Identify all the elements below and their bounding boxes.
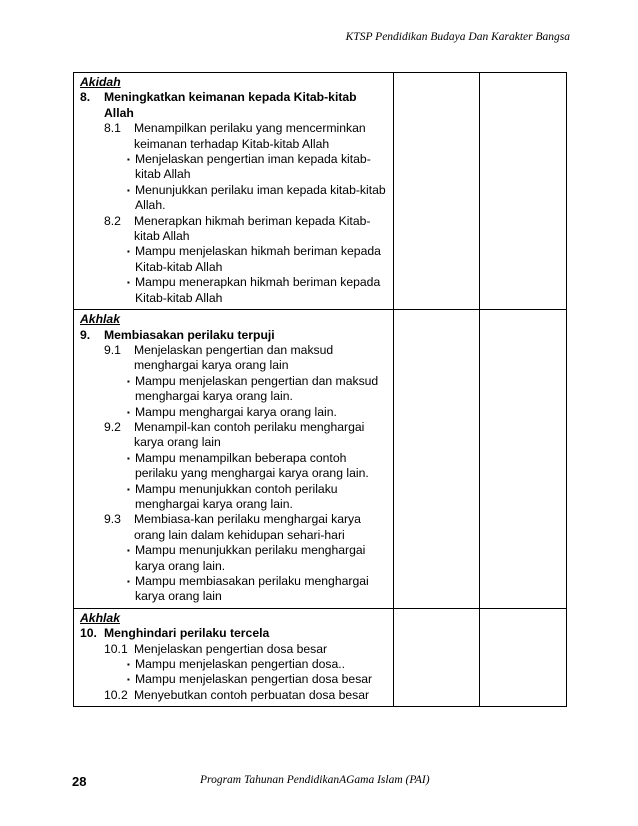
indicator-item (127, 244, 389, 275)
indicator-text: Mampu menghargai karya orang lain. (135, 404, 337, 419)
indicator-text: Mampu menerapkan hikmah beriman kepada Kitab-kitab Allah (135, 275, 381, 305)
basic-competency-item (104, 121, 389, 152)
square-bullet-icon: ▪ (127, 247, 130, 257)
competency-number: 9.2 (104, 419, 121, 434)
page-header: KTSP Pendidikan Budaya Dan Karakter Bangsa (345, 31, 570, 43)
standard-item (80, 90, 389, 121)
indicator-text: Mampu menunjukkan perilaku menghargai karya orang lain. (135, 543, 366, 573)
basic-competency-item (104, 343, 389, 374)
empty-cell (480, 73, 567, 310)
competency-text: Menjelaskan pengertian dosa besar (134, 641, 328, 656)
square-bullet-icon: ▪ (127, 376, 130, 386)
competency-cell (74, 608, 394, 706)
empty-cell (480, 608, 567, 706)
indicator-text: Menunjukkan perilaku iman kepada kitab-kitab Allah. (135, 182, 386, 213)
square-bullet-icon: ▪ (127, 155, 130, 165)
basic-competency-item (104, 688, 389, 703)
competency-text: Menerapkan hikmah beriman kepada Kitab-kitab Allah (134, 213, 371, 244)
indicator-text: Mampu menunjukkan contoh perilaku menghargai karya orang lain. (135, 481, 338, 511)
empty-cell (480, 310, 567, 609)
competency-number: 9.3 (104, 512, 121, 527)
standard-number: 9. (80, 327, 91, 342)
competency-number: 9.1 (104, 342, 121, 357)
competency-text: Menampil-kan contoh perilaku menghargai karya orang lain (134, 419, 365, 450)
square-bullet-icon: ▪ (127, 675, 130, 685)
competency-text: Menyebutkan contoh perbuatan dosa besar (134, 687, 370, 702)
standard-item (80, 328, 389, 343)
indicator-text: Mampu menjelaskan pengertian dosa.. (135, 657, 346, 672)
square-bullet-icon: ▪ (127, 484, 130, 494)
cell-content (74, 609, 393, 706)
competency-number: 8.2 (104, 213, 121, 228)
indicator-item (127, 183, 389, 214)
indicator-item (127, 657, 389, 672)
indicator-item (127, 482, 389, 513)
square-bullet-icon: ▪ (127, 577, 130, 586)
table-row (74, 73, 567, 310)
indicator-text: Mampu menjelaskan pengertian dosa besar (135, 672, 373, 687)
square-bullet-icon: ▪ (127, 453, 130, 463)
standard-number: 10. (80, 626, 97, 641)
standard-text: Membiasakan perilaku terpuji (104, 327, 275, 342)
cell-content (74, 310, 393, 608)
square-bullet-icon: ▪ (127, 546, 130, 556)
competency-number: 8.1 (104, 121, 121, 136)
indicator-text: Mampu menjelaskan pengertian dan maksud menghargai karya orang lain. (135, 373, 379, 404)
indicator-item (127, 152, 389, 183)
empty-cell (394, 73, 480, 310)
section-title: Akidah (80, 75, 121, 89)
syllabus-table-body (74, 73, 567, 707)
competency-text: Menjelaskan pengertian dan maksud menghargai karya orang lain (134, 342, 334, 373)
indicator-item (127, 574, 389, 605)
section-title: Akhlak (80, 610, 120, 625)
square-bullet-icon: ▪ (127, 185, 130, 195)
page-number: 28 (72, 774, 87, 789)
indicator-text: Mampu menjelaskan hikmah beriman kepada Kitab-kitab Allah (135, 244, 381, 274)
basic-competency-item (104, 642, 389, 657)
competency-text: Membiasa-kan perilaku menghargai karya orang lain dalam kehidupan sehari-hari (134, 512, 361, 542)
basic-competency-item (104, 420, 389, 451)
table-row (74, 608, 567, 706)
competency-cell (74, 73, 394, 310)
competency-text: Menampilkan perilaku yang mencerminkan keimanan terhadap Kitab-kitab Allah (134, 121, 366, 151)
standard-text: Meningkatkan keimanan kepada Kitab-kitab Allah (104, 90, 357, 120)
section-title: Akhlak (80, 312, 120, 327)
indicator-item (127, 374, 389, 405)
competency-number: 10.2 (104, 687, 128, 702)
empty-cell (394, 608, 480, 706)
indicator-item (127, 275, 389, 306)
indicator-text: Mampu menampilkan beberapa contoh perilaku yang menghargai karya orang lain. (135, 450, 369, 481)
indicator-text: Menjelaskan pengertian iman kepada kitab-kitab Allah (135, 152, 371, 182)
cell-content (74, 73, 393, 309)
indicator-item (127, 451, 389, 482)
indicator-item (127, 672, 389, 687)
square-bullet-icon: ▪ (127, 407, 130, 417)
syllabus-table (73, 72, 567, 707)
empty-cell (394, 310, 480, 609)
basic-competency-item (104, 214, 389, 245)
page-footer: Program Tahunan PendidikanAGama Islam (PAI) (200, 774, 430, 786)
square-bullet-icon: ▪ (127, 660, 130, 670)
basic-competency-item (104, 512, 389, 543)
competency-cell (74, 310, 394, 609)
standard-number: 8. (80, 90, 91, 105)
table-row (74, 310, 567, 609)
indicator-item (127, 543, 389, 574)
standard-text: Menghindari perilaku tercela (104, 626, 270, 641)
indicator-text: Mampu membiasakan perilaku menghargai karya orang lain (135, 574, 369, 604)
competency-number: 10.1 (104, 641, 128, 656)
indicator-item (127, 405, 389, 420)
standard-item (80, 626, 389, 641)
square-bullet-icon: ▪ (127, 278, 130, 288)
